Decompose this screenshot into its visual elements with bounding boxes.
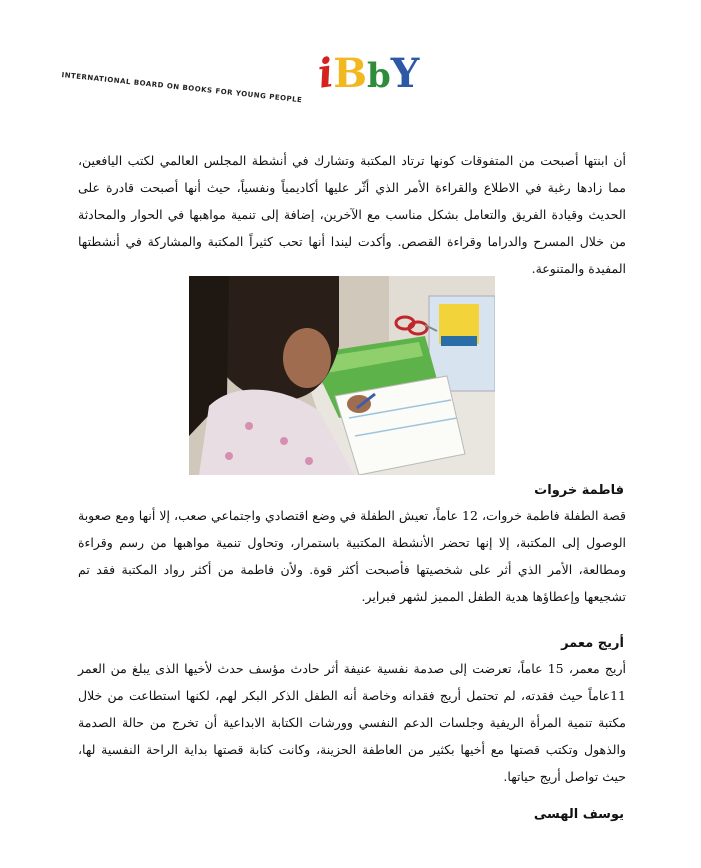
section-title-areej: أريج معمر [561,636,624,651]
intro-paragraph: أن ابنتها أصبحت من المتفوقات كونها ترتاد المكتبة وتشارك في أنشطة المجلس العالمي لكتب اليافعين، مما زادها رغبة في الاطلاع والقراءة الأمر الذي أثّر عليها أكاديمياً ونفسياً، حيث أنها أصبحت قادرة على الحديث وقيادة الفريق والتعامل بشكل مناسب مع الآخرين، إضافة إلى تنمية مواهبها في الحوار والمحادثة من خلال المسرح والدراما وقراءة القصص. وأكدت ليندا أنها تحب كثيراً المكتبة والمشاركة في أنشطتها المفيدة والمتنوعة. [78,153,626,276]
logo-letter-B: B [333,50,368,97]
section-text-areej: أريج معمر، 15 عاماً، تعرضت إلى صدمة نفسية عنيفة أثر حادث مؤسف حدث لأخيها الذى يبلغ من العمر 11عاماً حيث فقدته، لم تحتمل أريج فقدانه وخاصة أنه الطفل الذكر البكر لهم، لكنها استطاعت من خلال مكتبة تنمية المرأة الريفية وجلسات الدعم النفسي وورشات الكتابة الابداعية أن تخرج من حالة الصدمة والذهول وتكتب قصتها مع أخيها بكثير من العاطفة الحزينة، وكانت كتابة قصتها بداية الراحة النفسية لها، حيث تواصل أريج حياتها. [78,661,627,784]
section-title-yousef: يوسف الهسى [533,807,624,822]
logo-letter-i: i [314,49,337,98]
photo-girl-drawing [189,276,495,475]
section-text-fatima: قصة الطفلة فاطمة خروات، 12 عاماً، تعيش الطفلة في وضع اقتصادي واجتماعي صعب، إلا أنها ومع صعوبة الوصول إلى المكتبة، إلا إنها تحضر الأنشطة المكتبية باستمرار، وتحاول تنمية مواهبها من رسم وقراءة ومطالعة، الأمر الذي أثر على شخصيتها فأصبحت أكثر قوة. ولأن فاطمة من أكثر رواد المكتبة فقد تم تشجيعها وإعطاؤها هدية الطفل المميز لشهر فبراير. [78,508,626,604]
page-header [60,50,440,110]
section-title-fatima: فاطمة خروات [534,483,624,498]
logo-letter-Y: Y [390,50,420,97]
ibby-logo [314,49,428,100]
ibby-tagline: INTERNATIONAL BOARD ON BOOKS FOR YOUNG PEOPLE [61,71,303,105]
logo-letter-b: b [367,56,391,96]
photo-illustration [189,276,495,475]
